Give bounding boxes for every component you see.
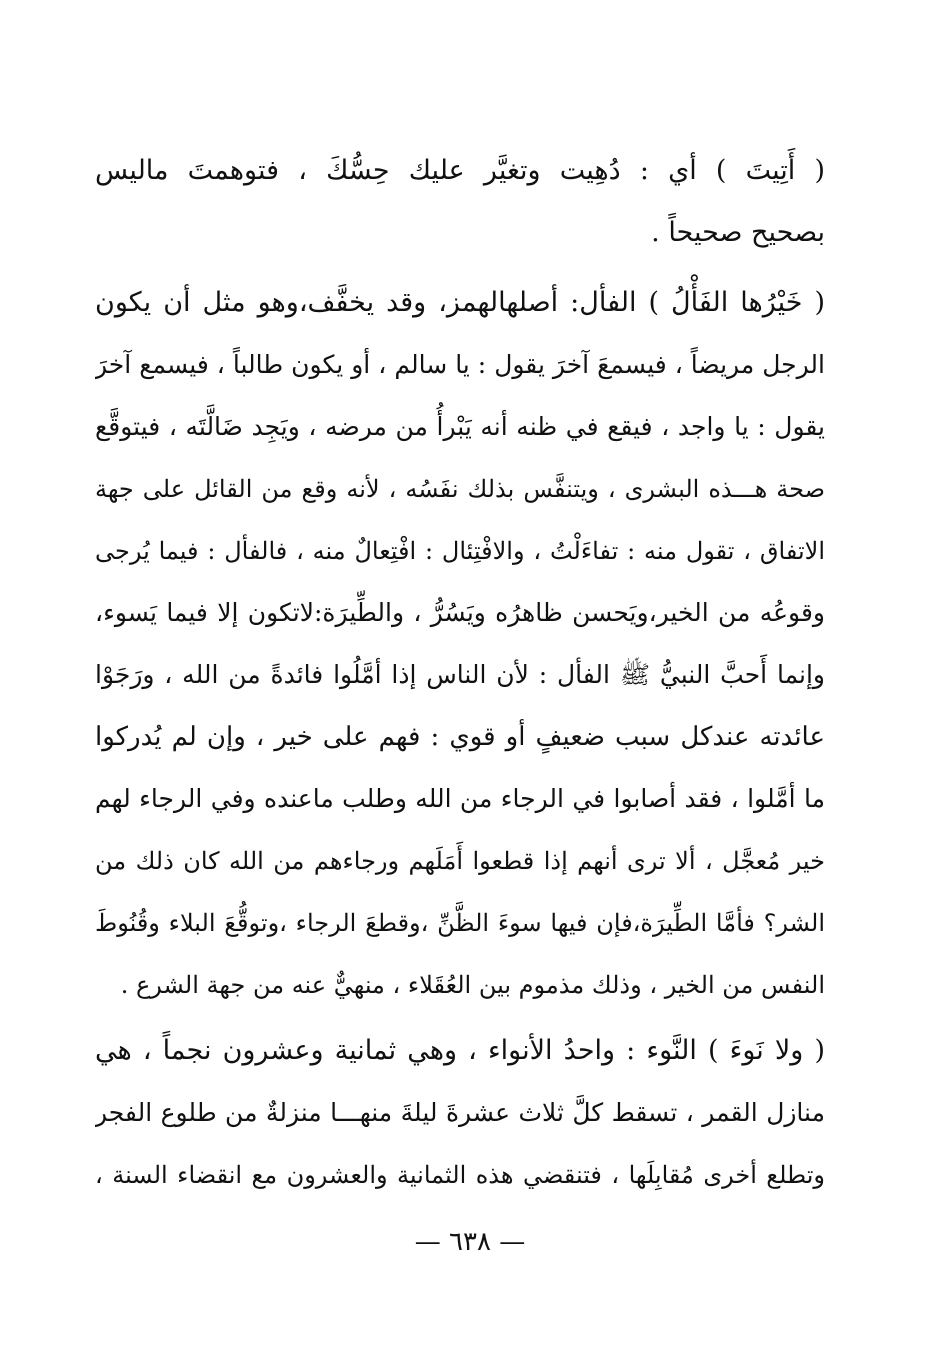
text-line: ما أمَّلوا ، فقد أصابوا في الرجاء من الله وطلب ماعنده وفي الرجاء لهم	[95, 784, 825, 813]
text-line: ( أَتِيتَ ) أي : دُهِيت وتغيَّر عليك حِسُّكَ ، فتوهمتَ ماليس	[95, 155, 825, 186]
text-line: يقول : يا واجد ، فيقع في ظنه أنه يَبْرأُ من مرضه ، ويَجِد ضَالَّتَه ، فيتوقَّع	[95, 412, 825, 441]
page-number: — ٦٣٨ —	[414, 1227, 526, 1257]
text-line: منازل القمر ، تسقط كلَّ ثلاث عشرةَ ليلةَ منهـــا منزلةٌ من طلوع الفجر	[95, 1098, 825, 1127]
text-line: خير مُعجَّل ، ألا ترى أنهم إذا قطعوا أَمَلَهم ورجاءهم من الله كان ذلك من	[95, 847, 825, 875]
text-line: وقوعُه من الخير،ويَحسن ظاهرُه ويَسُرُّ ، والطِّيرَة:لاتكون إلا فيما يَسوء،	[95, 598, 825, 627]
text-line: وتطلع أخرى مُقابِلَها ، فتنقضي هذه الثمانية والعشرون مع انقضاء السنة ،	[95, 1161, 825, 1189]
text-line: النفس من الخير ، وذلك مذموم بين العُقَلاء ، منهيٌّ عنه من جهة الشرع .	[120, 971, 825, 999]
paragraph-alfaal	[95, 272, 825, 1016]
text-line: الشر؟ فأمَّا الطِّيرَة،فإن فيها سوءَ الظَّنِّ ،وقطعَ الرجاء ،وتوقُّعَ البلاء وقُنُوطَ	[95, 909, 825, 937]
text-line: الاتفاق ، تقول منه : تفاءَلْتُ ، والافْتِئال : افْتِعالٌ منه ، فالفأل : فيما يُرجى	[95, 537, 825, 565]
text-line: الرجل مريضاً ، فيسمعَ آخرَ يقول : يا سالم ، أو يكون طالباً ، فيسمع آخرَ	[95, 350, 825, 379]
text-line: ( ولا نَوءَ ) النَّوء : واحدُ الأنواء ، وهي ثمانية وعشرون نجماً ، هي	[95, 1035, 825, 1066]
text-line: بصحيح صحيحاً .	[651, 217, 825, 248]
text-line: ( خَيْرُها الفَأْلُ ) الفأل: أصلهالهمز، وقد يخفَّف،وهو مثل أن يكون	[95, 287, 825, 318]
text-line: صحة هـــذه البشرى ، ويتنفَّس بذلك نفَسُه ، لأنه وقع من القائل على جهة	[95, 475, 825, 503]
paragraph-nawa	[95, 1020, 825, 1206]
text-line: عائدته عندكل سبب ضعيفٍ أو قوي : فهم على خير ، وإن لم يُدركوا	[95, 722, 825, 752]
text-line: وإنما أَحبَّ النبيُّ ﷺ الفأل : لأن الناس إذا أمَّلُوا فائدةً من الله ، ورَجَوْا	[95, 660, 825, 689]
paragraph-ateeta	[95, 140, 825, 264]
